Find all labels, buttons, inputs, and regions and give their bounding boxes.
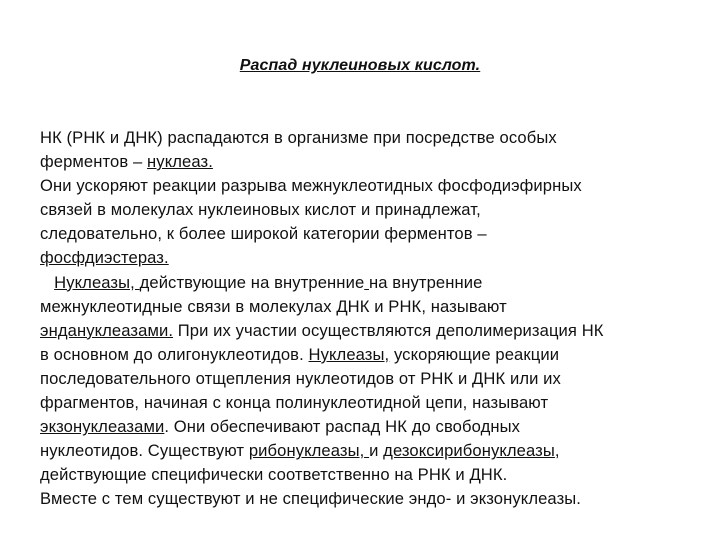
text-line xyxy=(40,487,715,511)
body-text xyxy=(40,126,715,512)
text-segment: действующие на внутренние xyxy=(139,272,365,292)
text-segment: следовательно, к более широкой категории ферментов – xyxy=(40,224,487,244)
underlined-term: Нуклеазы, xyxy=(54,272,140,292)
text-segment: связей в молекулах нуклеиновых кислот и принадлежат, xyxy=(40,200,481,220)
text-segment xyxy=(40,273,54,292)
text-segment: межнуклеотидные связи в молекулах ДНК и РНК, называют xyxy=(40,296,507,316)
underlined-term: рибонуклеазы, xyxy=(248,441,370,461)
text-line xyxy=(40,319,715,343)
underlined-term: Нуклеазы, xyxy=(308,344,390,364)
text-line xyxy=(40,271,715,295)
text-segment: Вместе с тем существуют и не специфические эндо- и экзонуклеазы. xyxy=(40,489,582,509)
text-segment: фрагментов, начиная с конца полинуклеотидной цепи, называют xyxy=(40,393,549,413)
text-segment: последовательного отщепления нуклеотидов от РНК и ДНК или их xyxy=(40,368,561,388)
text-line xyxy=(40,463,715,487)
text-line xyxy=(40,222,715,246)
page-title: Распад нуклеиновых кислот. xyxy=(239,57,481,74)
text-segment: ускоряющие реакции xyxy=(389,344,560,364)
text-line xyxy=(40,126,715,150)
text-line xyxy=(40,367,715,391)
text-segment: При их участии осуществляются деполимеризация НК xyxy=(173,320,604,340)
text-line xyxy=(40,391,715,415)
text-segment: и xyxy=(369,441,384,461)
text-segment: . Они обеспечивают распад НК до свободных xyxy=(164,417,521,437)
text-segment: Они ускоряют реакции разрыва межнуклеотидных фосфодиэфирных xyxy=(40,176,582,196)
text-line xyxy=(40,150,715,174)
underlined-term: дезоксирибонуклеазы xyxy=(383,441,555,461)
text-line xyxy=(40,439,715,463)
underlined-term: фосфдиэстераз. xyxy=(40,248,169,268)
text-line xyxy=(40,415,715,439)
text-line xyxy=(40,246,715,270)
text-segment: на внутренние xyxy=(369,272,483,292)
text-segment: нуклеотидов. Существуют xyxy=(40,441,249,461)
underlined-term: экзонуклеазами xyxy=(40,417,165,437)
text-line xyxy=(40,295,715,319)
underlined-term: эндануклеазами. xyxy=(40,320,174,340)
text-segment: в основном до олигонуклеотидов. xyxy=(40,344,309,364)
text-segment: ферментов – xyxy=(40,152,148,172)
underlined-term: нуклеаз. xyxy=(147,152,213,172)
text-line xyxy=(40,174,715,198)
text-line xyxy=(40,343,715,367)
text-segment: НК (РНК и ДНК) распадаются в организме при посредстве особых xyxy=(40,128,557,147)
text-line xyxy=(40,198,715,222)
text-segment: , xyxy=(554,441,560,461)
text-segment: действующие специфически соответственно на РНК и ДНК. xyxy=(40,465,508,485)
